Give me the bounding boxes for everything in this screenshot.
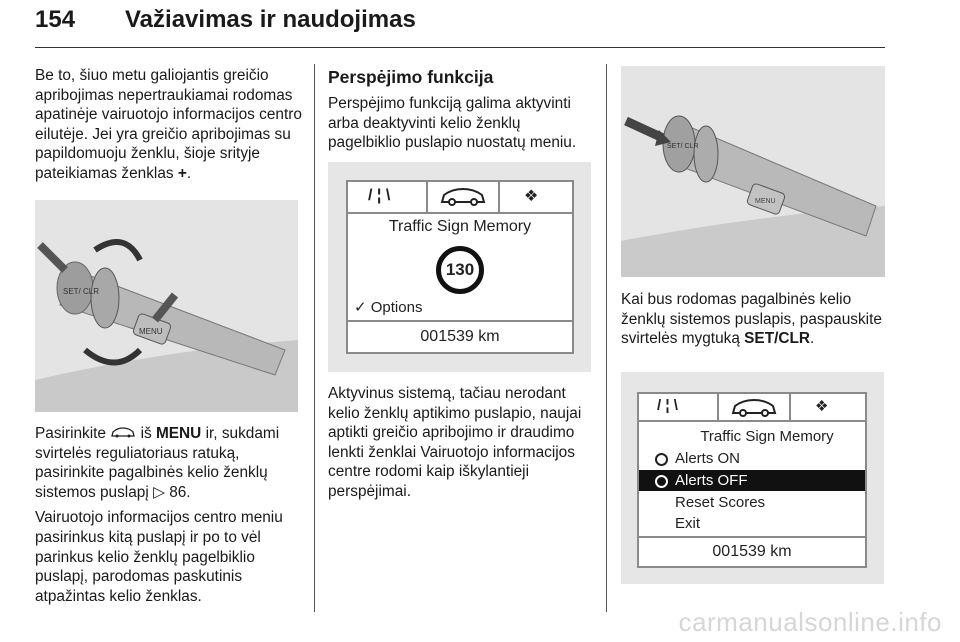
display-tabs	[639, 394, 865, 422]
menu-item-reset-scores[interactable]	[639, 492, 865, 513]
lane-icon: / ¦ \	[657, 397, 678, 414]
text-part: ir, sukdami svirtelės reguliatoriaus ratuką, pasirinkite pagalbinės kelio ženklų sistemos puslapį	[35, 425, 280, 501]
radio-icon	[655, 475, 668, 488]
lane-icon: / ¦ \	[368, 187, 391, 204]
set-clr-label: SET/ CLR	[63, 287, 100, 296]
car-icon	[428, 182, 498, 210]
column-2	[328, 66, 596, 159]
paragraph-popup-warnings: Aktyvinus sistemą, tačiau nerodant kelio ženklų aptikimo puslapio, naujai aptikti greičio apribojimo ir draudimo lenkti ženklai Vairuotojo informacijos centre rodomi kaip iškylantieji perspėjimai.	[328, 385, 582, 500]
text-part: iš	[140, 425, 152, 442]
column-divider-2	[606, 64, 607, 612]
stalk-button-illustration	[621, 66, 885, 277]
paragraph-last-sign: Vairuotojo informacijos centro meniu pasirinkus kitą puslapį ir po to vėl parinkus kelio ženklų pagelbiklio puslapį, parodomas paskutinis atpažintas kelio ženklas.	[35, 509, 283, 605]
stalk-wheel-drawing	[35, 200, 298, 412]
plus-symbol: +	[177, 164, 187, 182]
paragraph-text: Be to, šiuo metu galiojantis greičio apribojimas nepertraukiamai rodomas apatinėje vairuotojo informacijos centro eilutėje. Jei yra greičio apribojimas su papildomuoju ženklu, šioje srityje pateikiamas ženklas	[35, 67, 302, 182]
menu-label: MENU	[755, 198, 776, 205]
paragraph-speed-limit	[35, 66, 305, 184]
menu-item-alerts-on[interactable]	[639, 448, 865, 469]
period: .	[186, 164, 192, 182]
paragraph-press-button	[621, 290, 885, 349]
menu-label: MENU	[139, 327, 163, 336]
column-1-lower	[35, 424, 305, 612]
column-1	[35, 66, 305, 190]
speed-limit-sign: 130	[436, 246, 484, 294]
lane-assist-icon: ❖	[815, 398, 829, 415]
menu-item-exit[interactable]	[639, 513, 865, 534]
odometer: 001539 km	[348, 320, 572, 352]
menu-item-label: Exit	[675, 515, 701, 532]
dic-alert-menu	[637, 392, 867, 568]
period: .	[810, 330, 815, 348]
column-2-lower	[328, 384, 598, 508]
column-divider-1	[314, 64, 315, 612]
header-divider	[35, 47, 885, 48]
tab-traffic-sign	[426, 182, 500, 212]
menu-item-label: Reset Scores	[675, 494, 766, 511]
menu-item-label: Alerts OFF	[675, 472, 748, 489]
display-title: Traffic Sign Memory	[388, 218, 532, 235]
section-heading: Perspėjimo funkcija	[328, 67, 494, 87]
menu-item-alerts-off[interactable]	[639, 470, 865, 491]
page-ref: 86.	[169, 483, 191, 501]
chapter-title: Važiavimas ir naudojimas	[125, 6, 416, 33]
paragraph-select-page	[35, 424, 305, 502]
watermark: carmanualsonline.info	[678, 607, 942, 637]
page-ref-icon: ▷	[153, 483, 165, 501]
display-illustration-2	[621, 372, 884, 584]
lane-assist-icon: ❖	[524, 188, 539, 205]
options-label: Options	[370, 299, 423, 316]
display-title: Traffic Sign Memory	[700, 428, 834, 445]
text-part: Pasirinkite	[35, 425, 106, 442]
options-row	[354, 298, 422, 316]
menu-button-name: MENU	[155, 425, 202, 442]
check-icon: ✓	[354, 299, 367, 316]
display-illustration-1	[328, 162, 591, 372]
display-tabs	[348, 182, 572, 214]
tab-traffic-sign	[717, 394, 791, 420]
text-part: Kai bus rodomas pagalbinės kelio ženklų sistemos puslapis, paspauskite svirtelės mygtuką	[621, 291, 882, 348]
page-header	[35, 4, 885, 46]
dic-display	[346, 180, 574, 354]
set-clr-button-name: SET/CLR	[744, 330, 811, 348]
column-3	[621, 290, 885, 355]
stalk-button-drawing	[621, 66, 885, 277]
set-clr-label: SET/ CLR	[667, 143, 699, 150]
radio-icon	[655, 453, 668, 466]
car-icon	[110, 425, 136, 442]
stalk-wheel-illustration	[35, 200, 298, 412]
paragraph-warning-intro: Perspėjimo funkciją galima aktyvinti arba deaktyvinti kelio ženklų pagelbiklio puslapio nuostatų meniu.	[328, 95, 577, 152]
page-number: 154	[35, 6, 76, 33]
menu-item-label: Alerts ON	[675, 450, 741, 467]
odometer: 001539 km	[639, 536, 865, 566]
car-icon	[719, 394, 789, 420]
